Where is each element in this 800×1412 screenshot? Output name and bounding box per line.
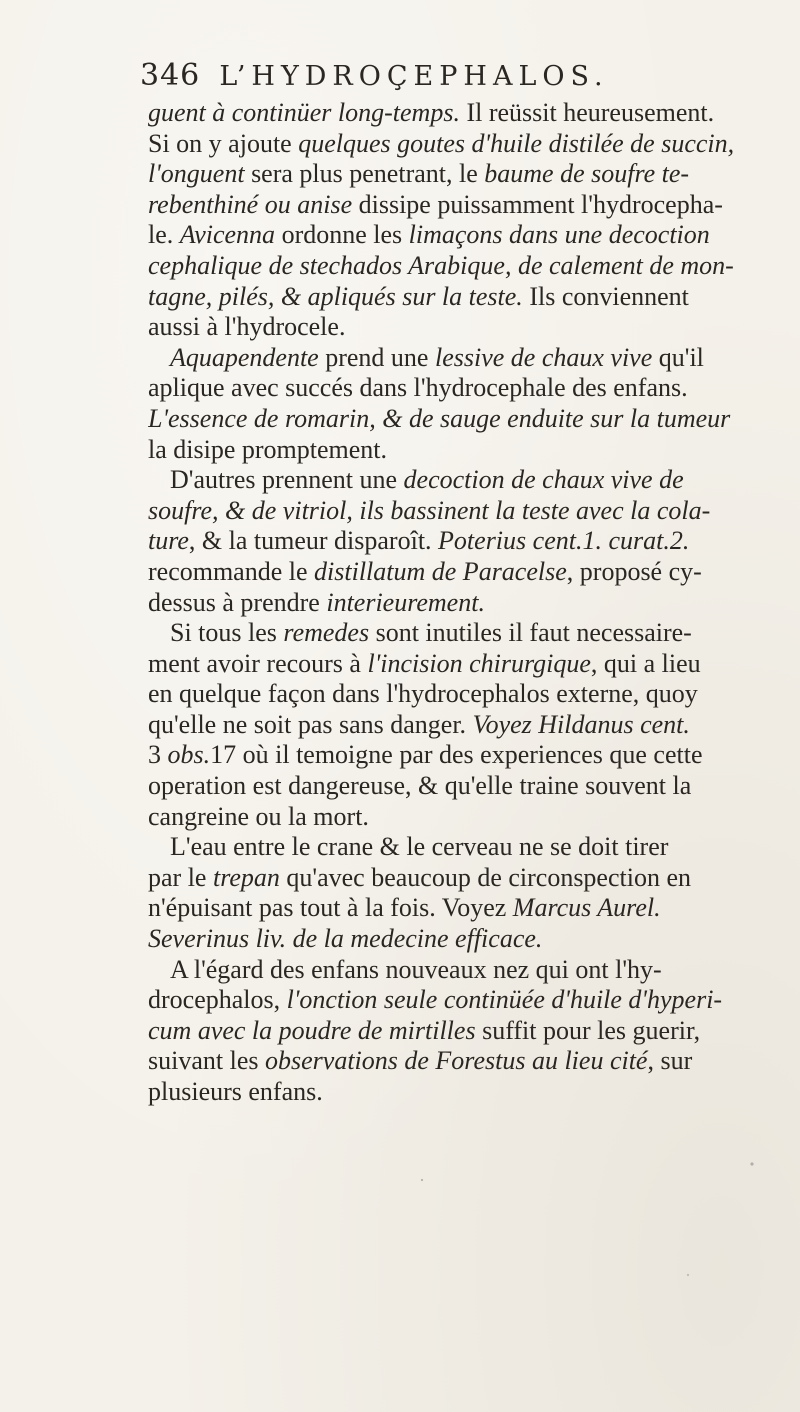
roman-text: dessus à prendre [148,587,327,617]
roman-text: 3 [148,740,168,770]
text-line [148,1046,788,1077]
roman-text: plusieurs enfans. [148,1077,323,1106]
italic-text: obs. [167,740,211,770]
text-line [148,373,788,404]
text-line [148,526,788,557]
text-line [148,220,788,251]
text-line [148,129,788,160]
italic-text: Voyez Hildanus cent. [472,709,690,739]
italic-text: tagne, pilés, & apliqués sur la teste. [148,281,523,311]
roman-text: qu'il [652,342,704,372]
roman-text: , qui a lieu [590,648,701,678]
running-title: L’HYDROÇEPHALOS. [219,61,609,92]
roman-text: 17 où il temoigne par des experiences que cette [210,740,703,770]
text-line [148,312,788,343]
roman-text: en quelque façon dans l'hydrocephalos externe, quoy [148,679,698,709]
roman-text: Ils conviennent [522,281,689,311]
italic-text: Poterius cent.1. curat.2. [438,526,690,556]
italic-text: l'incision chirurgique [367,648,591,678]
italic-text: baume de soufre te- [484,159,690,189]
roman-text: suffit pour les guerir, [475,1015,701,1045]
italic-text: L'essence de romarin, & de sauge enduite sur la tumeur [148,403,731,433]
italic-text: cum avec la poudre de mirtilles [148,1015,476,1045]
roman-text: qu'elle ne soit pas sans danger. [148,709,473,739]
roman-text: par le [148,862,213,892]
roman-text: , proposé cy- [566,556,702,586]
text-line [148,771,788,802]
text-line [148,588,788,619]
text-line [148,679,788,710]
text-line [148,618,788,649]
text-line [148,159,788,190]
text-line [148,924,788,955]
text-line [148,496,788,527]
text-line [148,435,788,466]
italic-text: cephalique de stechados Arabique, de calement de mon- [148,250,734,280]
italic-text: trepan [212,862,280,892]
italic-text: lessive de chaux vive [434,342,653,372]
roman-text: aplique avec succés dans l'hydrocephale des enfans. [148,373,688,403]
roman-text: Si on y ajoute [148,128,299,158]
roman-text: qu'avec beaucoup de circonspection en [279,862,692,892]
roman-text: , sur [647,1046,693,1076]
text-line [148,557,788,588]
roman-text: dissipe puissamment l'hydrocepha- [352,189,723,219]
roman-text: sont inutiles il faut necessaire- [369,618,692,648]
italic-text: rebenthiné ou anise [148,189,353,219]
roman-text: L'eau entre le crane & le cerveau ne se doit tirer [170,832,669,862]
roman-text: aussi à l'hydrocele. [148,312,346,342]
italic-text: distillatum de Paracelse [314,556,567,586]
italic-text: quelques goutes d'huile distilée de succin, [298,128,735,158]
text-line [148,740,788,771]
italic-text: decoction de chaux vive de [403,465,684,495]
roman-text: ordonne les [275,220,409,250]
italic-text: limaçons dans une decoction [408,220,710,250]
italic-text: guent à continüer long-temps. [148,98,460,127]
text-line [148,710,788,741]
roman-text: n'épuisant pas tout à la fois. Voyez [148,893,513,923]
text-line [148,251,788,282]
roman-text: cangreine ou la mort. [148,801,369,831]
italic-text: Aquapendente [170,342,319,372]
italic-text: l'onguent [148,159,245,189]
italic-text: Avicenna [179,220,276,250]
text-line [148,985,788,1016]
roman-text: prend une [318,342,435,372]
italic-text: Marcus Aurel. [512,893,661,923]
roman-text: D'autres prennent une [170,465,404,495]
text-line [148,343,788,374]
text-line [148,465,788,496]
text-line [148,1077,788,1108]
roman-text: recommande le [148,556,315,586]
roman-text: ment avoir recours à [148,648,368,678]
roman-text: , & la tumeur disparoît. [188,526,439,556]
text-line [148,955,788,986]
italic-text: soufre, & de vitriol, ils bassinent la teste avec la cola- [148,495,711,525]
roman-text: Il reüssit heureusement. [459,98,715,127]
text-line [148,649,788,680]
roman-text: le. [148,220,180,250]
text-line [148,802,788,833]
text-line [148,832,788,863]
text-line [148,404,788,435]
text-line [148,863,788,894]
page-number: 346 [140,58,201,93]
italic-text: ture [148,526,189,556]
italic-text: observations de Forestus au lieu cité [265,1046,648,1076]
roman-text: drocephalos, [148,985,287,1015]
body-text [148,98,788,1108]
roman-text: A l'égard des enfans nouveaux nez qui ont l'hy- [170,954,662,984]
roman-text: la disipe promptement. [148,434,388,464]
text-line [148,1016,788,1047]
roman-text: operation est dangereuse, & qu'elle traine souvent la [148,771,692,801]
text-line [148,893,788,924]
italic-text: l'onction seule continüée d'huile d'hyperi- [286,985,723,1015]
page-header [140,58,700,98]
text-line [148,190,788,221]
text-line [148,282,788,313]
italic-text: interieurement. [326,587,485,617]
text-line [148,98,788,129]
italic-text: remedes [283,618,370,648]
roman-text: sera plus penetrant, le [244,159,485,189]
roman-text: suivant les [148,1046,265,1076]
italic-text: Severinus liv. de la medecine efficace. [148,924,543,954]
roman-text: Si tous les [170,618,284,648]
